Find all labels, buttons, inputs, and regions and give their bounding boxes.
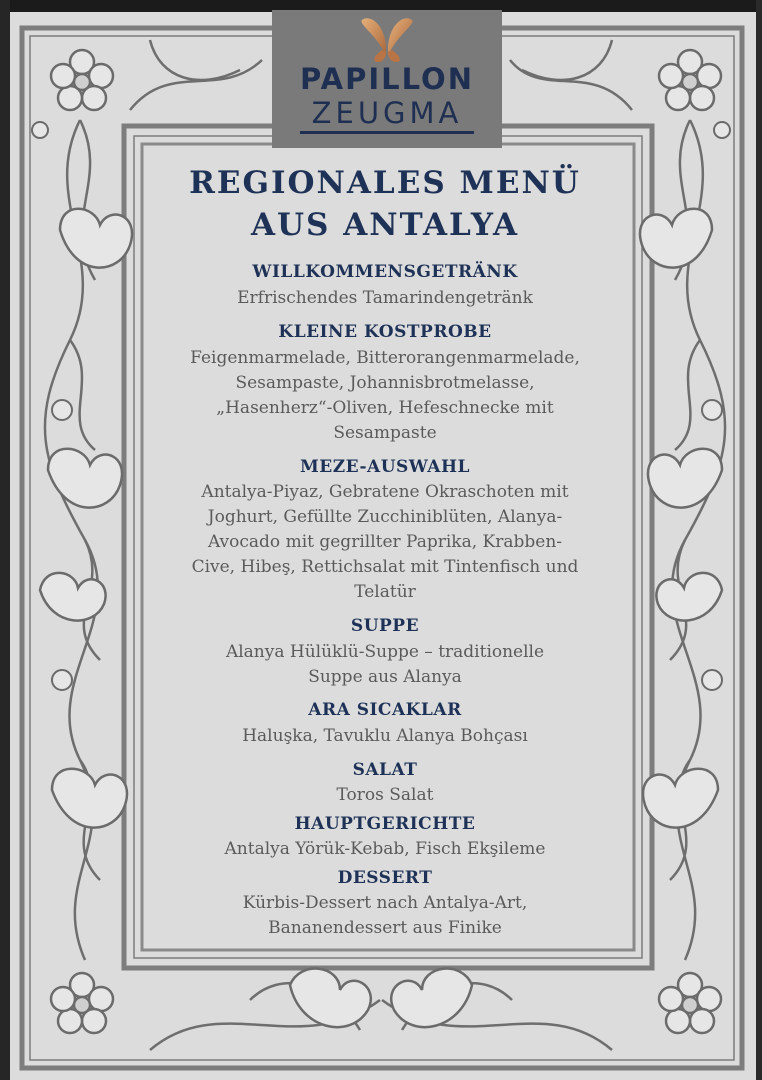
section-heading-salad: SALAT [352, 760, 418, 780]
brand-underline [300, 131, 474, 134]
menu-line: Feigenmarmelade, Bitterorangenmarmelade, [190, 348, 580, 368]
menu-line: „Hasenherz“-Oliven, Hefeschnecke mit [216, 398, 554, 418]
menu-line: Sesampaste [333, 423, 437, 443]
menu-line: Antalya Yörük-Kebab, Fisch Ekşileme [224, 839, 546, 859]
section-body-dessert [126, 891, 644, 941]
section-heading-small-taste: KLEINE KOSTPROBE [278, 322, 492, 342]
menu-line: Sesampaste, Johannisbrotmelasse, [235, 373, 535, 393]
brand-name-line1: PAPILLON [300, 62, 474, 96]
section-heading-dessert: DESSERT [337, 868, 433, 888]
menu-line: Joghurt, Gefüllte Zucchiniblüten, Alanya- [207, 507, 563, 527]
section-body-salad [126, 783, 644, 808]
menu-title-line1: REGIONALES MENÜ [189, 165, 581, 201]
section-body-meze [126, 480, 644, 605]
brand-name-line2: ZEUGMA [311, 96, 463, 130]
right-edge [756, 0, 762, 1080]
butterfly-icon [356, 16, 418, 64]
brand-logo [272, 10, 502, 148]
section-body-soup [126, 640, 644, 690]
menu-line: Telatür [354, 582, 416, 602]
menu-line: Avocado mit gegrillter Paprika, Krabben- [207, 532, 563, 552]
left-edge [0, 0, 10, 1080]
menu-line: Haluşka, Tavuklu Alanya Bohçası [242, 726, 528, 746]
section-heading-main-course: HAUPTGERICHTE [294, 814, 476, 834]
section-heading-ara-sicaklar: ARA SICAKLAR [308, 700, 462, 720]
menu-line: Suppe aus Alanya [308, 667, 462, 687]
menu-line: Antalya-Piyaz, Gebratene Okraschoten mit [201, 482, 569, 502]
section-body-small-taste [126, 346, 644, 446]
section-body-main-course [126, 837, 644, 862]
section-body-welcome-drink [126, 286, 644, 311]
menu-line: Cive, Hibeş, Rettichsalat mit Tintenfisch und [191, 557, 579, 577]
section-heading-soup: SUPPE [350, 616, 420, 636]
menu-content [146, 150, 624, 942]
menu-line: Toros Salat [336, 785, 434, 805]
section-heading-welcome-drink: WILLKOMMENSGETRÄNK [252, 262, 518, 282]
menu-title-line2: AUS ANTALYA [250, 207, 520, 243]
section-heading-meze: MEZE-AUSWAHL [299, 457, 470, 477]
section-body-ara-sicaklar [126, 724, 644, 749]
menu-line: Alanya Hülüklü-Suppe – traditionelle [225, 642, 545, 662]
menu-line: Kürbis-Dessert nach Antalya-Art, [242, 893, 528, 913]
menu-line: Erfrischendes Tamarindengetränk [237, 288, 533, 308]
menu-line: Bananendessert aus Finike [268, 918, 502, 938]
